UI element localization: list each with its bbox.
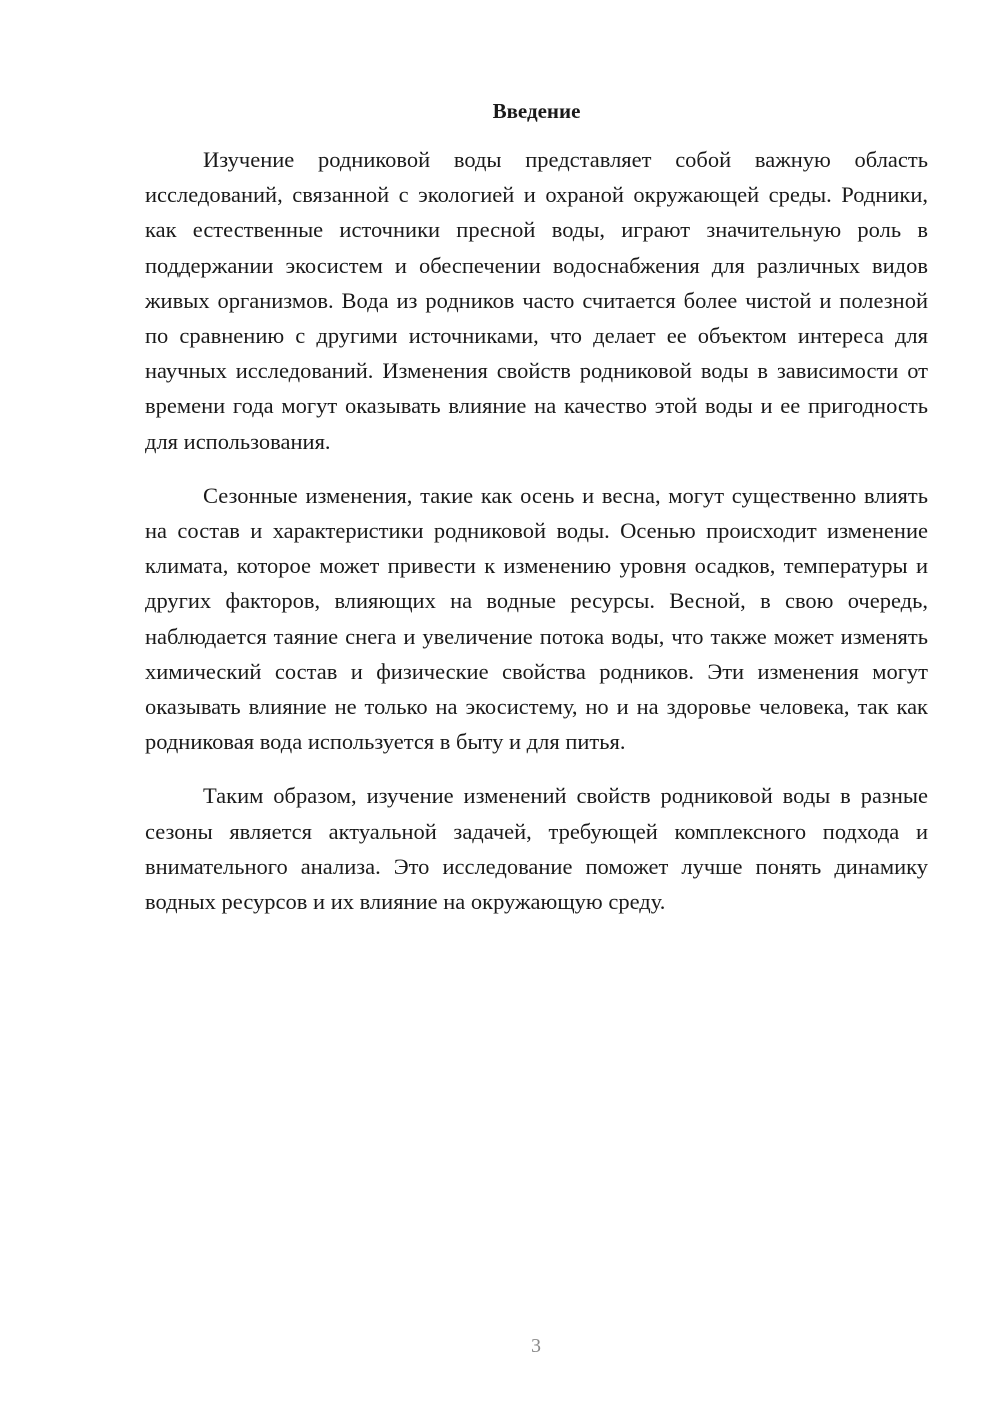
page-number: 3	[531, 1335, 541, 1357]
section-heading: Введение	[492, 99, 581, 123]
paragraph-conclusion: Таким образом, изучение изменений свойств родниковой воды в разные сезоны является актуальной задачей, требующей комплексного подхода и внимательного анализа. Это исследование поможет лучше понять динамику водных ресурсов и их влияние на окружающую среду.	[145, 783, 928, 915]
body-text	[145, 142, 928, 938]
paragraph-seasonal-changes: Сезонные изменения, такие как осень и весна, могут существенно влиять на состав и характеристики родниковой воды. Осенью происходит изменение климата, которое может привести к изменению уровня осадков, температуры и других факторов, влияющих на водные ресурсы. Весной, в свою очередь, наблюдается таяние снега и увеличение потока воды, что также может изменять химический состав и физические свойства родников. Эти изменения могут оказывать влияние не только на экосистему, но и на здоровье человека, так как родниковая вода используется в быту и для питья.	[145, 482, 928, 755]
paragraph-intro: Изучение родниковой воды представляет собой важную область исследований, связанной с экологией и охраной окружающей среды. Родники, как естественные источники пресной воды, играют значительную роль в поддержании экосистем и обеспечении водоснабжения для различных видов живых организмов. Вода из родников часто считается более чистой и полезной по сравнению с другими источниками, что делает ее объектом интереса для научных исследований. Изменения свойств родниковой воды в зависимости от времени года могут оказывать влияние на качество этой воды и ее пригодность для использования.	[145, 147, 928, 454]
